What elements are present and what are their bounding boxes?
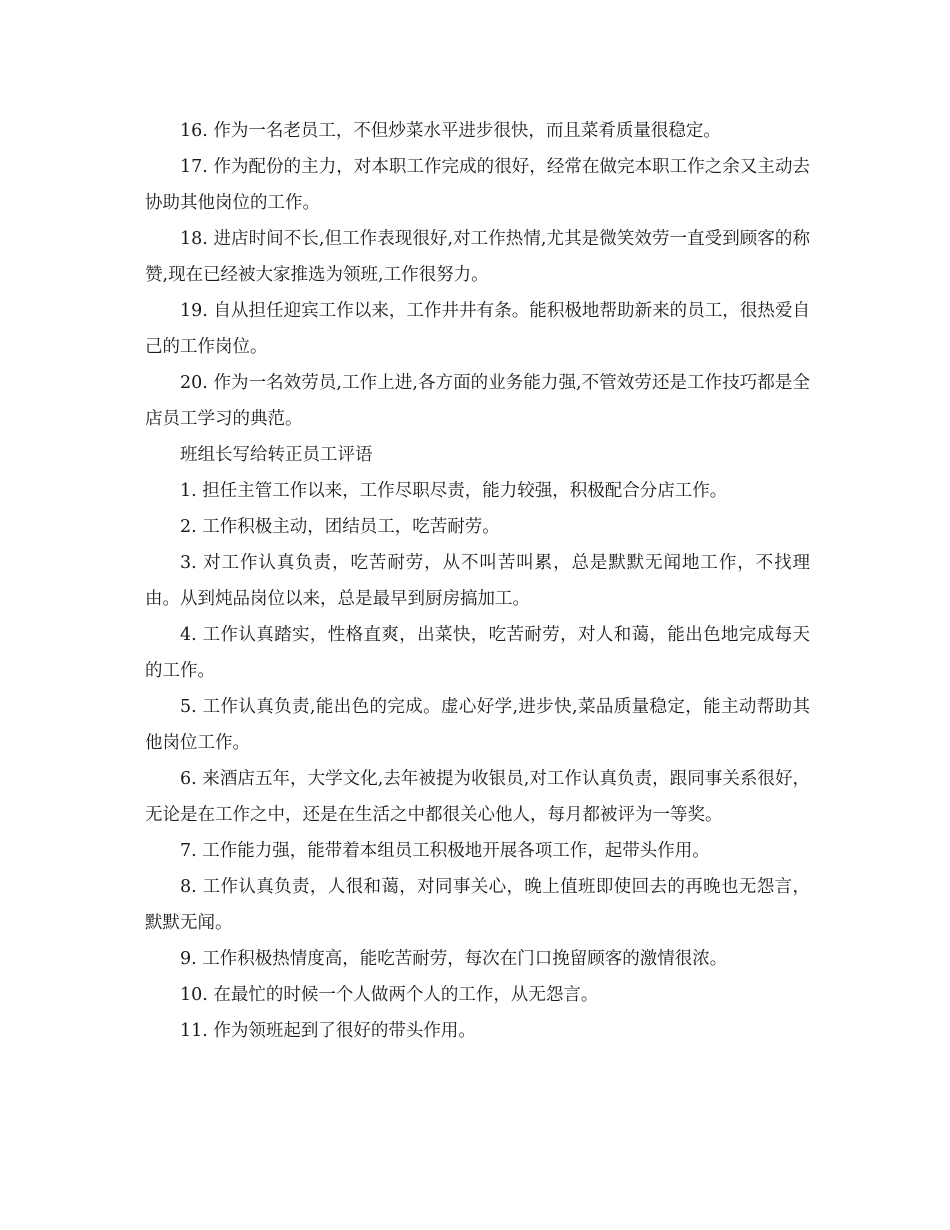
paragraph-item-1: 1. 担任主管工作以来，工作尽职尽责，能力较强，积极配合分店工作。 (180, 481, 728, 501)
paragraph-item-17: 17. 作为配份的主力，对本职工作完成的很好，经常在做完本职工作之余又主动去协助其他岗位的工作。 (145, 157, 810, 213)
paragraph-item-8: 8. 工作认真负责，人很和蔼，对同事关心，晚上值班即使回去的再晚也无怨言，默默无闻。 (145, 877, 810, 933)
paragraph-item-7: 7. 工作能力强，能带着本组员工积极地开展各项工作，起带头作用。 (180, 841, 710, 861)
paragraph-item-5: 5. 工作认真负责,能出色的完成。虚心好学,进步快,菜品质量稳定，能主动帮助其他岗位工作。 (145, 697, 810, 753)
paragraph-item-18: 18. 进店时间不长,但工作表现很好,对工作热情,尤其是微笑效劳一直受到顾客的称赞,现在已经被大家推选为领班,工作很努力。 (145, 229, 810, 285)
paragraph-item-19: 19. 自从担任迎宾工作以来，工作井井有条。能积极地帮助新来的员工，很热爱自己的工作岗位。 (145, 301, 810, 357)
paragraph-item-20: 20. 作为一名效劳员,工作上进,各方面的业务能力强,不管效劳还是工作技巧都是全店员工学习的典范。 (145, 373, 810, 429)
document-body (145, 113, 810, 1049)
section-heading: 班组长写给转正员工评语 (180, 445, 373, 465)
paragraph-item-2: 2. 工作积极主动，团结员工，吃苦耐劳。 (180, 517, 500, 537)
paragraph-item-16: 16. 作为一名老员工，不但炒菜水平进步很快，而且菜肴质量很稳定。 (180, 121, 721, 141)
paragraph-item-9: 9. 工作积极热情度高，能吃苦耐劳，每次在门口挽留顾客的激情很浓。 (180, 949, 728, 969)
paragraph-item-6: 6. 来酒店五年，大学文化,去年被提为收银员,对工作认真负责，跟同事关系很好，无论是在工作之中，还是在生活之中都很关心他人，每月都被评为一等奖。 (145, 769, 810, 825)
paragraph-item-10: 10. 在最忙的时候一个人做两个人的工作，从无怨言。 (180, 985, 599, 1005)
paragraph-item-3: 3. 对工作认真负责，吃苦耐劳，从不叫苦叫累，总是默默无闻地工作，不找理由。从到炖品岗位以来，总是最早到厨房搞加工。 (145, 553, 810, 609)
paragraph-item-4: 4. 工作认真踏实，性格直爽，出菜快，吃苦耐劳，对人和蔼，能出色地完成每天的工作。 (145, 625, 810, 681)
paragraph-item-11: 11. 作为领班起到了很好的带头作用。 (180, 1021, 476, 1041)
